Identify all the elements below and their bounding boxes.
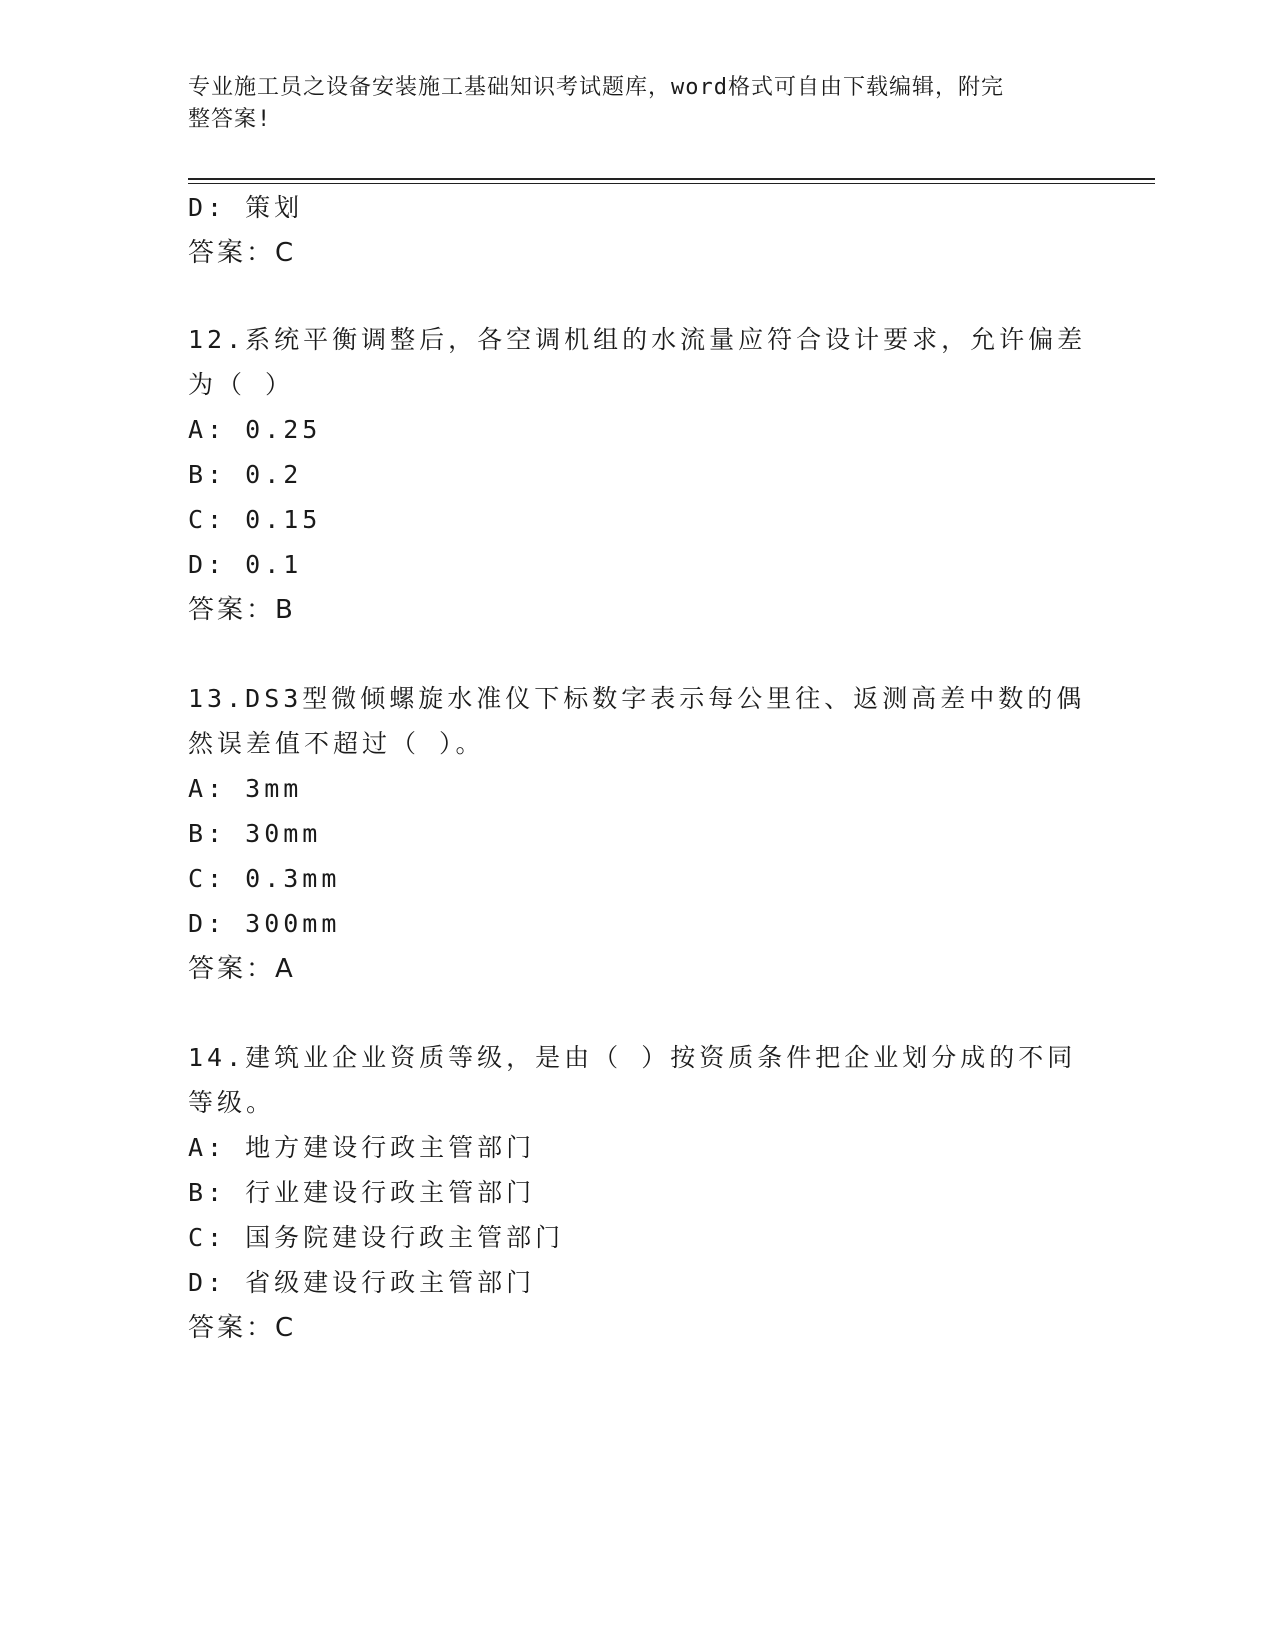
q12-option-a: A: 0.25: [188, 415, 322, 444]
q12-answer: 答案：B: [188, 595, 296, 625]
q14-stem-line-1: 14.建筑业企业资质等级，是由（ ）按资质条件把企业划分成的不同: [188, 1043, 1077, 1072]
q12-stem-line-2: 为（ ）: [188, 370, 295, 399]
header-line-1: 专业施工员之设备安装施工基础知识考试题库，word格式可自由下载编辑，附完: [188, 75, 1004, 100]
q13-stem-line-1: 13.DS3型微倾螺旋水准仪下标数字表示每公里往、返测高差中数的偶: [188, 684, 1086, 713]
q12-stem-line-1: 12.系统平衡调整后，各空调机组的水流量应符合设计要求，允许偏差: [188, 325, 1087, 354]
q14-stem-line-2: 等级。: [188, 1088, 276, 1117]
q14-option-a: A: 地方建设行政主管部门: [188, 1133, 536, 1162]
q13-answer: 答案：A: [188, 954, 296, 984]
header-divider-thin: [188, 183, 1155, 184]
prev-answer: 答案：C: [188, 238, 297, 268]
q13-option-b: B: 30mm: [188, 819, 322, 848]
q12-option-c: C: 0.15: [188, 505, 322, 534]
header-divider-thick: [188, 178, 1155, 180]
q13-stem-line-2: 然误差值不超过（ ）。: [188, 729, 485, 758]
q13-option-a: A: 3mm: [188, 774, 303, 803]
document-header: [188, 72, 1088, 136]
q14-option-d: D: 省级建设行政主管部门: [188, 1268, 536, 1297]
q14-answer: 答案：C: [188, 1313, 297, 1343]
prev-option-d: D: 策划: [188, 193, 304, 222]
q14-option-c: C: 国务院建设行政主管部门: [188, 1223, 565, 1252]
q13-option-c: C: 0.3mm: [188, 864, 341, 893]
q14-option-b: B: 行业建设行政主管部门: [188, 1178, 536, 1207]
q12-option-b: B: 0.2: [188, 460, 303, 489]
q12-option-d: D: 0.1: [188, 550, 303, 579]
header-line-2: 整答案!: [188, 107, 272, 132]
q13-option-d: D: 300mm: [188, 909, 341, 938]
